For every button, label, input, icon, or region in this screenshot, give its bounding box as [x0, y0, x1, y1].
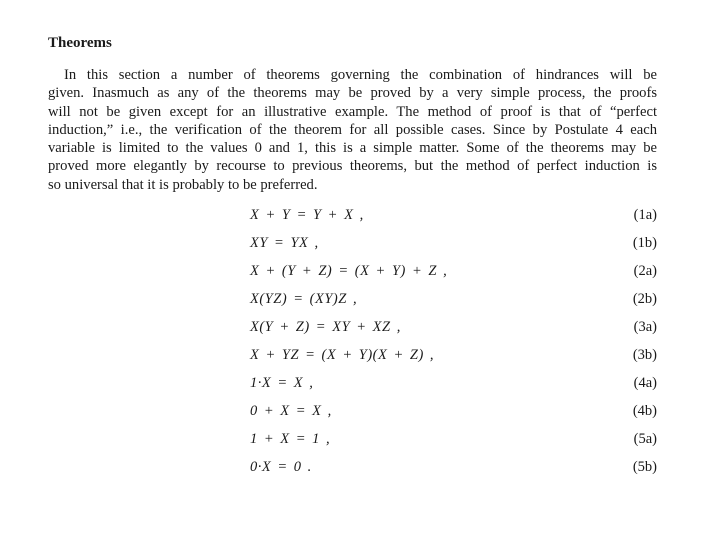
- equation-2a: [250, 259, 657, 287]
- equation-5a: [250, 427, 657, 455]
- equation-4b: [250, 399, 657, 427]
- equation-expression: 0 + X = X ,: [250, 403, 332, 419]
- equation-2b: [250, 287, 657, 315]
- equation-list: [250, 203, 657, 483]
- equation-expression: XY = YX ,: [250, 235, 319, 251]
- intro-paragraph: [48, 66, 657, 194]
- equation-label: (1b): [632, 235, 657, 251]
- section-heading: Theorems: [48, 35, 112, 51]
- equation-expression: X(Y + Z) = XY + XZ ,: [250, 319, 401, 335]
- equation-label: (5a): [633, 431, 657, 447]
- paragraph-line: induction,” i.e., the verification of the theorem for all possible cases. Since by Postulate 4 each: [48, 121, 657, 138]
- equation-3a: [250, 315, 657, 343]
- equation-label: (2a): [633, 263, 657, 279]
- paragraph-line: proved more elegantly by recourse to previous theorems, but the method of perfect induction is: [48, 158, 657, 175]
- equation-expression: 0·X = 0 .: [250, 459, 312, 475]
- equation-expression: 1·X = X ,: [250, 375, 314, 391]
- equation-expression: X + Y = Y + X ,: [250, 207, 364, 223]
- equation-label: (4a): [633, 375, 657, 391]
- equation-3b: [250, 343, 657, 371]
- paragraph-line: so universal that it is probably to be preferred.: [48, 176, 318, 193]
- paragraph-line: given. Inasmuch as any of the theorems may be proved by a very simple process, the proofs: [48, 85, 657, 102]
- equation-label: (2b): [632, 291, 657, 307]
- equation-label: (1a): [633, 207, 657, 223]
- paragraph-line: In this section a number of theorems governing the combination of hindrances will be: [64, 67, 657, 83]
- equation-label: (4b): [632, 403, 657, 419]
- equation-label: (3b): [632, 347, 657, 363]
- equation-expression: X + (Y + Z) = (X + Y) + Z ,: [250, 263, 448, 279]
- equation-label: (5b): [632, 459, 657, 475]
- equation-expression: X(YZ) = (XY)Z ,: [250, 291, 358, 307]
- equation-4a: [250, 371, 657, 399]
- equation-expression: X + YZ = (X + Y)(X + Z) ,: [250, 347, 435, 363]
- equation-1b: [250, 231, 657, 259]
- paragraph-line: variable is limited to the values 0 and 1, this is a simple matter. Some of the theorems may be: [48, 140, 657, 157]
- equation-1a: [250, 203, 657, 231]
- paragraph-line: will not be given except for an illustrative example. The method of proof is that of “perfect: [48, 103, 657, 120]
- equation-5b: [250, 455, 657, 483]
- equation-label: (3a): [633, 319, 657, 335]
- equation-expression: 1 + X = 1 ,: [250, 431, 331, 447]
